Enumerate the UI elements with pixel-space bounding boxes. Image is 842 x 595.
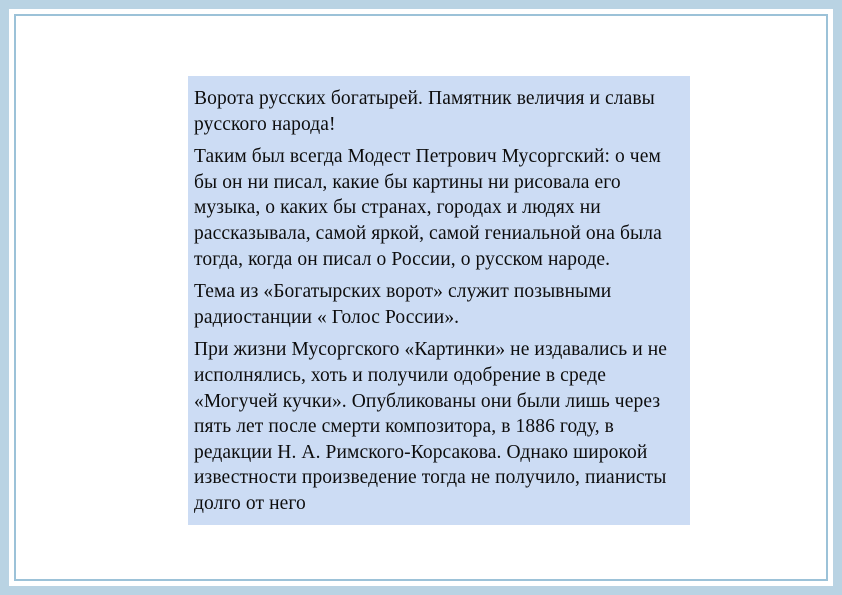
paragraph-3: Тема из «Богатырских ворот» служит позывными радиостанции « Голос России». [194, 281, 612, 328]
text-block [188, 76, 690, 525]
paragraph-4: При жизни Мусоргского «Картинки» не издавались и не исполнялись, хоть и получили одобрение в среде «Могучей кучки». Опубликованы они были лишь через пять лет после смерти композитора, в 1886 году, в редакции Н. А. Римского-Корсакова. Однако широкой известности произведение тогда не получило, пианисты долго от него [194, 339, 668, 514]
paragraph-1: Ворота русских богатырей. Памятник величия и славы русского народа! [194, 88, 655, 135]
paragraph-2: Таким был всегда Модест Петрович Мусоргский: о чем бы он ни писал, какие бы картины ни рисовала его музыка, о каких бы странах, городах и людях ни рассказывала, самой яркой, самой гениальной она была тогда, когда он писал о России, о русском народе. [194, 146, 662, 270]
